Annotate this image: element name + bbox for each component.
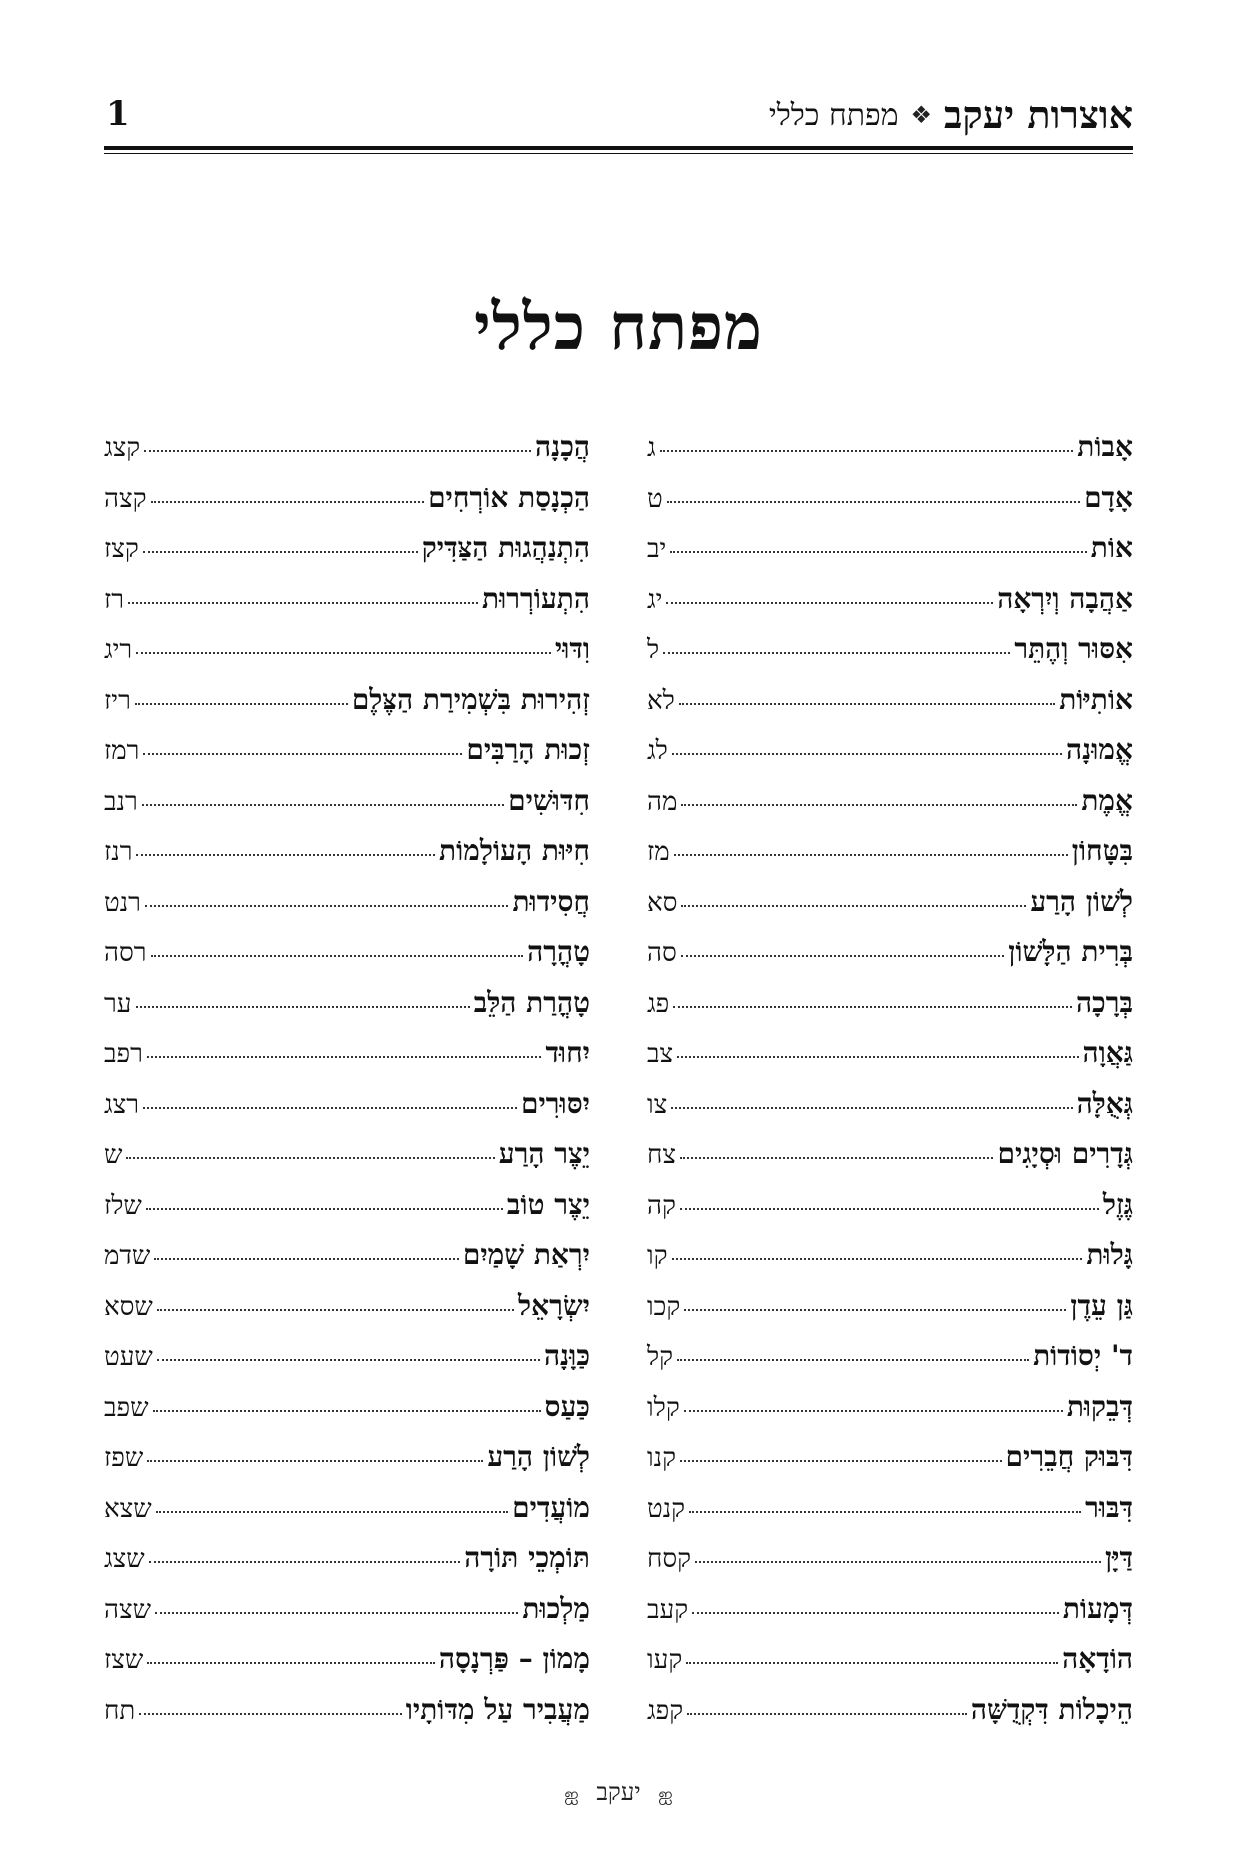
dot-leader (151, 501, 425, 503)
dot-leader (681, 804, 1077, 806)
index-term: הֲכָנָה (534, 430, 590, 463)
dot-leader (663, 652, 1010, 654)
index-page-ref: צב (647, 1039, 674, 1069)
index-term: אוֹתִיּוֹת (1059, 682, 1133, 716)
index-entry (104, 1592, 590, 1643)
index-term: גָּלוּת (1086, 1238, 1133, 1271)
index-entry (104, 430, 590, 481)
index-term: לְשׁוֹן הָרַע (487, 1440, 590, 1473)
index-term: וִדּוּי (554, 632, 590, 665)
index-term: בְּרִית הַלָּשׁוֹן (1008, 935, 1133, 968)
index-entry (104, 1238, 590, 1289)
index-page-ref: קכו (647, 1291, 681, 1322)
index-page-ref: קסח (647, 1544, 692, 1574)
index-term: אוֹת (1090, 531, 1133, 564)
index-page-ref: רמז (104, 736, 140, 766)
index-term: יִסּוּרִים (520, 1086, 590, 1120)
index-term: כַּעַס (544, 1389, 590, 1423)
dot-leader (143, 1107, 517, 1109)
ornament-icon: ❖ (910, 101, 933, 129)
index-entry (104, 531, 590, 582)
index-entry (104, 1491, 590, 1542)
index-entry (104, 935, 590, 986)
index-term: לְשׁוֹן הָרַע (1030, 884, 1133, 918)
index-entry (647, 1642, 1133, 1693)
dot-leader (677, 1359, 1029, 1361)
index-term: בִּטָּחוֹן (1071, 834, 1133, 867)
index-term: מַעֲבִיר עַל מִדּוֹתָיו (405, 1692, 590, 1726)
dot-leader (136, 1006, 470, 1008)
index-page-ref: ל (647, 635, 660, 665)
footer-ornament-icon: ஐ (564, 1784, 579, 1805)
index-entry (104, 1693, 590, 1744)
index-page-ref: צח (647, 1140, 677, 1170)
index-entry (647, 1238, 1133, 1289)
index-page-ref: קפג (647, 1695, 684, 1726)
index-entry (647, 1541, 1133, 1592)
index-term: גְּדָרִים וּסְיָגִים (997, 1137, 1133, 1170)
running-head (769, 92, 1133, 138)
dot-leader (126, 1157, 494, 1159)
index-entry (104, 1087, 590, 1138)
index-entry (104, 582, 590, 633)
index-entry (104, 1036, 590, 1087)
index-entry (104, 632, 590, 683)
dot-leader (695, 1561, 1101, 1563)
index-term: טָהֳרָה (527, 935, 590, 968)
index-page-ref: רסה (104, 938, 147, 968)
dot-leader (660, 450, 1074, 452)
index-term: הִתְנַהֲגוּת הַצַּדִּיק (421, 531, 590, 564)
index-term: אֱמוּנָה (1066, 733, 1133, 766)
index-entry (104, 1440, 590, 1491)
index-entry (647, 1036, 1133, 1087)
index-entry (647, 986, 1133, 1037)
index-page-ref: צו (647, 1089, 668, 1120)
index-page-ref: קעו (647, 1645, 683, 1675)
dot-leader (155, 1612, 518, 1614)
dot-leader (674, 854, 1068, 856)
index-term: תּוֹמְכֵי תּוֹרָה (464, 1541, 590, 1574)
index-entry (647, 531, 1133, 582)
index-entry (104, 481, 590, 532)
dot-leader (672, 753, 1062, 755)
index-page-ref: קל (647, 1342, 674, 1372)
index-entry (104, 986, 590, 1037)
dot-leader (671, 1107, 1072, 1109)
index-term: אִסּוּר וְהֶתֵּר (1014, 632, 1133, 665)
dot-leader (666, 602, 993, 604)
dot-leader (143, 551, 418, 553)
index-term: יִרְאַת שָׁמַיִם (462, 1238, 590, 1271)
dot-leader (680, 1208, 1099, 1210)
index-entry (104, 1390, 590, 1441)
index-term: זְהִירוּת בִּשְׁמִירַת הַצֶּלֶם (351, 682, 590, 716)
index-term: טָהֳרַת הַלֵּב (473, 985, 590, 1019)
index-page-ref: שצא (104, 1493, 152, 1524)
dot-leader (144, 450, 531, 452)
index-term: הִתְעוֹרְרוּת (482, 581, 590, 615)
book-title: אוצרות יעקב (944, 92, 1133, 137)
index-entry (647, 834, 1133, 885)
index-term: גְּאֻלָּה (1076, 1086, 1133, 1120)
index-entry (647, 430, 1133, 481)
index-entry (104, 784, 590, 835)
index-page-ref: קנט (647, 1493, 686, 1524)
index-term: דַּיָּן (1105, 1541, 1133, 1574)
index-entry (104, 1642, 590, 1693)
dot-leader (679, 703, 1055, 705)
index-term: דִּבּוּר (1085, 1490, 1133, 1524)
index-column-left (104, 430, 590, 1743)
index-term: דִּבּוּק חֲבֵרִים (1005, 1440, 1133, 1473)
index-term: מַלְכוּת (522, 1591, 590, 1625)
dot-leader (136, 652, 551, 654)
dot-leader (673, 1006, 1072, 1008)
index-page-ref: מז (647, 837, 670, 867)
section-title: מפתח כללי (768, 97, 899, 133)
index-page-ref: שפז (104, 1443, 144, 1473)
index-page-ref: שעט (104, 1342, 153, 1372)
dot-leader (670, 551, 1086, 553)
dot-leader (147, 1460, 483, 1462)
dot-leader (680, 1460, 1001, 1462)
index-entry (104, 1541, 590, 1592)
index-page-ref: רנז (104, 837, 133, 867)
index-entry (647, 1339, 1133, 1390)
index-term: הֵיכָלוֹת דִּקְדֻשָּׁה (970, 1692, 1133, 1726)
index-page-ref: שצה (104, 1594, 151, 1625)
index-entry (104, 1339, 590, 1390)
index-term: אֱמֶת (1081, 783, 1133, 817)
index-entry (104, 1289, 590, 1340)
index-term: חִדּוּשִׁים (508, 783, 590, 817)
index-page-ref: סא (647, 887, 678, 918)
index-page-ref: לג (647, 736, 668, 766)
index-term: אָבוֹת (1077, 430, 1133, 463)
index-entry (647, 1491, 1133, 1542)
index-page-ref: מה (647, 786, 678, 817)
index-term: אַהֲבָה וְיִרְאָה (997, 581, 1133, 615)
index-entry (647, 1137, 1133, 1188)
index-term: יֵצֶר הָרַע (498, 1137, 590, 1170)
dot-leader (684, 1309, 1066, 1311)
dot-leader (677, 1056, 1078, 1058)
index-entry (647, 1289, 1133, 1340)
index-term: מָמוֹן – פַּרְנָסָה (438, 1642, 590, 1675)
index-term: זְכוּת הָרַבִּים (466, 733, 590, 766)
index-page-ref: קעב (647, 1594, 689, 1625)
index-page-ref: רז (104, 584, 125, 615)
index-page-ref: ג (647, 433, 656, 463)
index-entry (647, 885, 1133, 936)
dot-leader (672, 1258, 1083, 1260)
index-term: חִיּוּת הָעוֹלָמוֹת (439, 834, 590, 867)
dot-leader (156, 1511, 508, 1513)
index-column-right (647, 430, 1133, 1743)
index-term: הַכְנָסַת אוֹרְחִים (428, 480, 590, 514)
index-page-ref: רצג (104, 1089, 139, 1120)
index-term: יִשְׂרָאֵל (518, 1288, 590, 1322)
index-entry (647, 1693, 1133, 1744)
index-page-ref: קצג (104, 433, 141, 463)
index-entry (104, 683, 590, 734)
index-page-ref: קה (647, 1190, 676, 1221)
index-page-ref: שצז (104, 1645, 144, 1675)
index-term: גֶּזֶל (1102, 1187, 1133, 1221)
index-term: אָדָם (1084, 480, 1133, 514)
index-entry (647, 733, 1133, 784)
index-page-ref: שדמ (104, 1241, 151, 1271)
index-term: מוֹעֲדִים (512, 1490, 590, 1524)
dot-leader (692, 1612, 1059, 1614)
index-page-ref: תח (104, 1695, 136, 1726)
index-page-ref: ריג (104, 635, 133, 665)
index-page-ref: שצג (104, 1544, 145, 1574)
index-entry (647, 1440, 1133, 1491)
index-page-ref: ש (104, 1140, 123, 1170)
dot-leader (128, 602, 478, 604)
index-term: הוֹדָאָה (1062, 1642, 1133, 1675)
index-entry (647, 784, 1133, 835)
index-page-ref: שלז (104, 1190, 142, 1221)
page-title: מפתח כללי (474, 290, 763, 365)
footer-ornament-icon: ஐ (658, 1784, 673, 1805)
dot-leader (684, 1410, 1063, 1412)
dot-leader (154, 1258, 459, 1260)
dot-leader (147, 1056, 542, 1058)
index-page-ref: ט (647, 483, 663, 514)
index-term: כַּוָּנָה (543, 1339, 590, 1372)
index-entry (647, 1390, 1133, 1441)
dot-leader (687, 1713, 967, 1715)
dot-leader (142, 804, 504, 806)
dot-leader (135, 703, 348, 705)
index-page-ref: קצה (104, 483, 147, 514)
index-term: דְּמָעוֹת (1062, 1591, 1133, 1625)
dot-leader (157, 1309, 514, 1311)
dot-leader (681, 905, 1026, 907)
footer-text: יעקב (596, 1778, 641, 1806)
index-entry (647, 582, 1133, 633)
index-entry (647, 683, 1133, 734)
index-entry (647, 632, 1133, 683)
index-page-ref: קו (647, 1241, 668, 1271)
index-entry (647, 1188, 1133, 1239)
index-term: גַּאֲוָה (1082, 1036, 1133, 1069)
header-rule-thick (104, 146, 1133, 150)
index-page-ref: קצז (104, 534, 139, 564)
index-term: יִחוּד (545, 1036, 590, 1069)
dot-leader (136, 854, 435, 856)
index-entry (104, 1137, 590, 1188)
header-rule-thin (104, 153, 1133, 154)
dot-leader (153, 1410, 541, 1412)
index-entry (647, 481, 1133, 532)
dot-leader (686, 1662, 1058, 1664)
index-page-ref: שסא (104, 1291, 153, 1322)
dot-leader (689, 1511, 1081, 1513)
index-entry (104, 834, 590, 885)
page-header (104, 90, 1133, 142)
index-page-ref: קנו (647, 1443, 677, 1473)
index-page-ref: לא (647, 685, 675, 716)
dot-leader (151, 955, 524, 957)
index-page-ref: פג (647, 988, 670, 1019)
dot-leader (157, 1359, 540, 1361)
index-term: בְּרָכָה (1075, 985, 1133, 1019)
index-page-ref: ער (104, 988, 132, 1019)
dot-leader (680, 1157, 993, 1159)
index-entry (647, 1087, 1133, 1138)
index-term: יֵצֶר טוֹב (506, 1187, 590, 1221)
index-entry (104, 1188, 590, 1239)
index-page-ref: סה (647, 938, 677, 968)
index-term: ד' יְסוֹדוֹת (1033, 1339, 1133, 1372)
index-entry (104, 733, 590, 784)
dot-leader (149, 1561, 461, 1563)
dot-leader (139, 1713, 401, 1715)
index-page-ref: ריז (104, 685, 131, 716)
index-page-ref: רפב (104, 1039, 143, 1069)
index-page-ref: קלו (647, 1392, 680, 1423)
index-entry (647, 935, 1133, 986)
index-page-ref: יב (647, 534, 667, 564)
dot-leader (147, 1662, 435, 1664)
index-page-ref: שפב (104, 1392, 149, 1423)
page-number: 1 (106, 94, 130, 134)
dot-leader (146, 1208, 503, 1210)
index-term: חֲסִידוּת (512, 884, 590, 918)
index-page-ref: רנב (104, 786, 138, 817)
index-page-ref: רנט (104, 887, 141, 918)
index-entry (647, 1592, 1133, 1643)
index-entry (104, 885, 590, 936)
dot-leader (143, 753, 462, 755)
index-page-ref: יג (647, 584, 663, 615)
page-footer (0, 1778, 1237, 1807)
index-term: דְּבֵקוּת (1066, 1389, 1133, 1423)
dot-leader (667, 501, 1080, 503)
index-term: גַּן עֵדֶן (1070, 1288, 1133, 1322)
dot-leader (681, 955, 1005, 957)
dot-leader (145, 905, 509, 907)
